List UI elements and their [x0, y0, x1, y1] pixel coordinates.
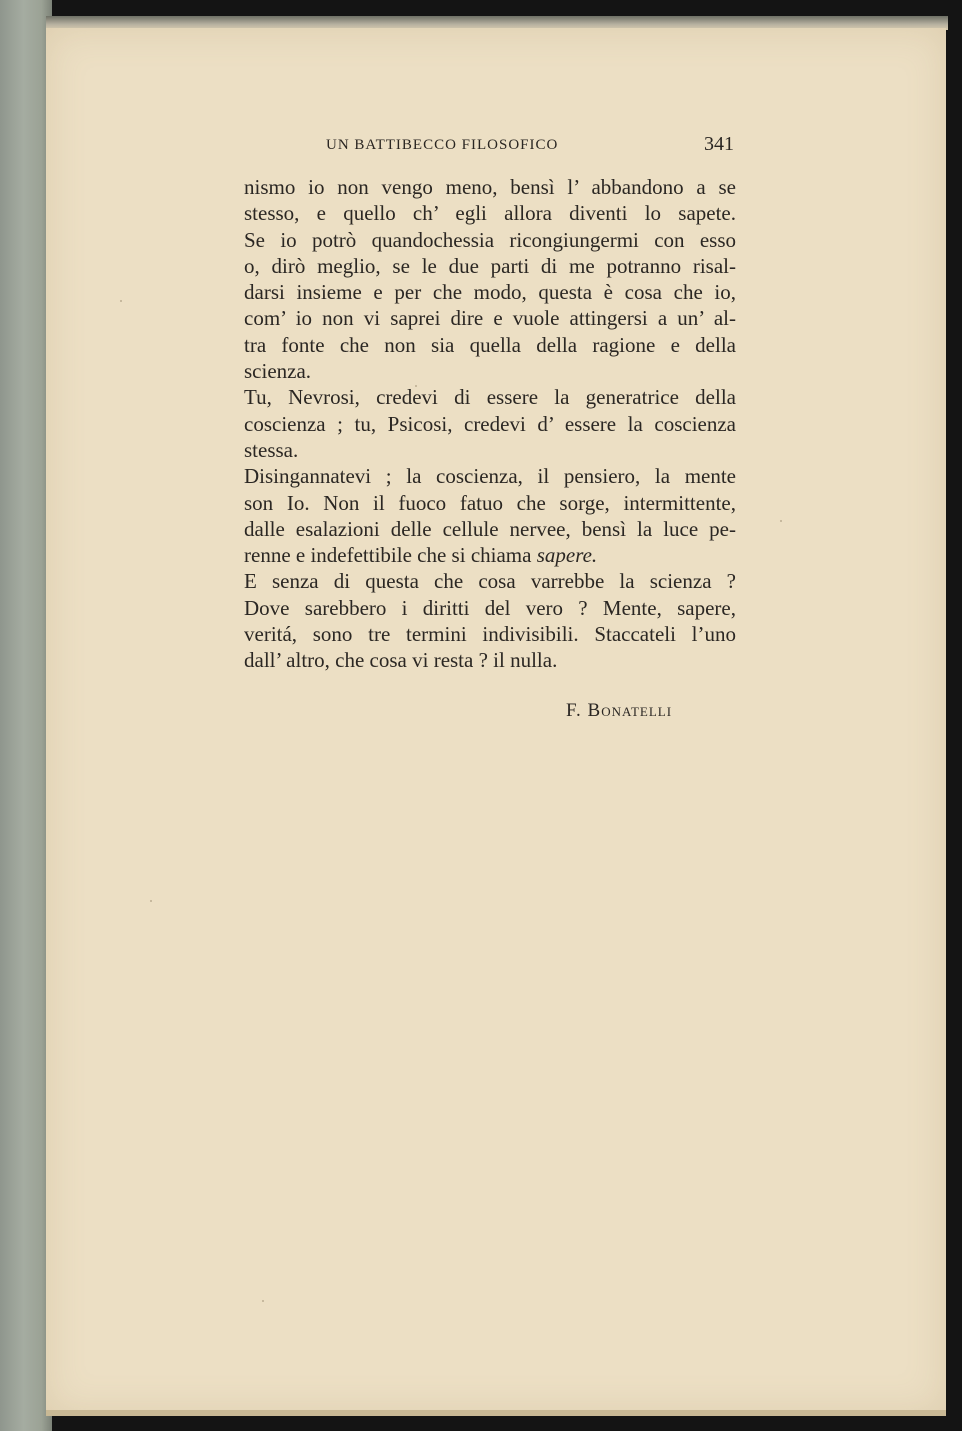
text-line: E senza di questa che cosa varrebbe la scienza ?: [244, 569, 736, 594]
text-line: stessa.: [244, 437, 299, 462]
text-line: coscienza ; tu, Psicosi, credevi d’ essere la coscienza: [244, 411, 736, 436]
author-initial: F.: [566, 700, 582, 721]
paper-speck: [150, 900, 152, 902]
author-signature: [566, 700, 672, 722]
text-line-start: renne e indefettibile che si chiama: [244, 543, 537, 568]
text-line: dalle esalazioni delle cellule nervee, bensì la luce pe-: [244, 516, 736, 541]
text-line: son Io. Non il fuoco fatuo che sorge, intermittente,: [244, 490, 736, 515]
paper-speck: [780, 520, 782, 522]
text-line: stesso, e quello ch’ egli allora diventi lo sapete.: [244, 201, 736, 226]
text-line: dall’ altro, che cosa vi resta ? il nulla.: [244, 648, 558, 673]
text-line: tra fonte che non sia quella della ragione e della: [244, 332, 736, 357]
book-spine: [0, 0, 52, 1431]
text-line: Tu, Nevrosi, credevi di essere la generatrice della: [244, 385, 736, 410]
author-surname: Bonatelli: [587, 700, 673, 721]
paper-speck: [262, 1300, 264, 1302]
text-line: Disingannatevi ; la coscienza, il pensiero, la mente: [244, 464, 736, 489]
running-head: [244, 133, 736, 157]
page-number: 341: [704, 133, 734, 155]
running-head-title: UN BATTIBECCO FILOSOFICO: [326, 137, 559, 153]
italic-word: sapere.: [536, 543, 598, 568]
text-line: nismo io non vengo meno, bensì l’ abbandono a se: [244, 175, 736, 199]
text-line: scienza.: [244, 359, 312, 384]
paper-speck: [120, 300, 122, 302]
text-line: darsi insieme e per che modo, questa è cosa che io,: [244, 280, 736, 305]
text-line-with-italic: [244, 542, 736, 568]
page-bottom-edge: [46, 1410, 946, 1416]
body-text: [244, 174, 736, 674]
text-line: Dove sarebbero i diritti del vero ? Mente, sapere,: [244, 595, 736, 620]
text-line: veritá, sono tre termini indivisibili. Staccateli l’uno: [244, 622, 736, 647]
text-line: o, dirò meglio, se le due parti di me potranno risal-: [244, 253, 736, 278]
text-line: Se io potrò quandochessia ricongiungermi con esso: [244, 227, 736, 252]
text-line: com’ io non vi saprei dire e vuole attingersi a un’ al-: [244, 306, 736, 331]
